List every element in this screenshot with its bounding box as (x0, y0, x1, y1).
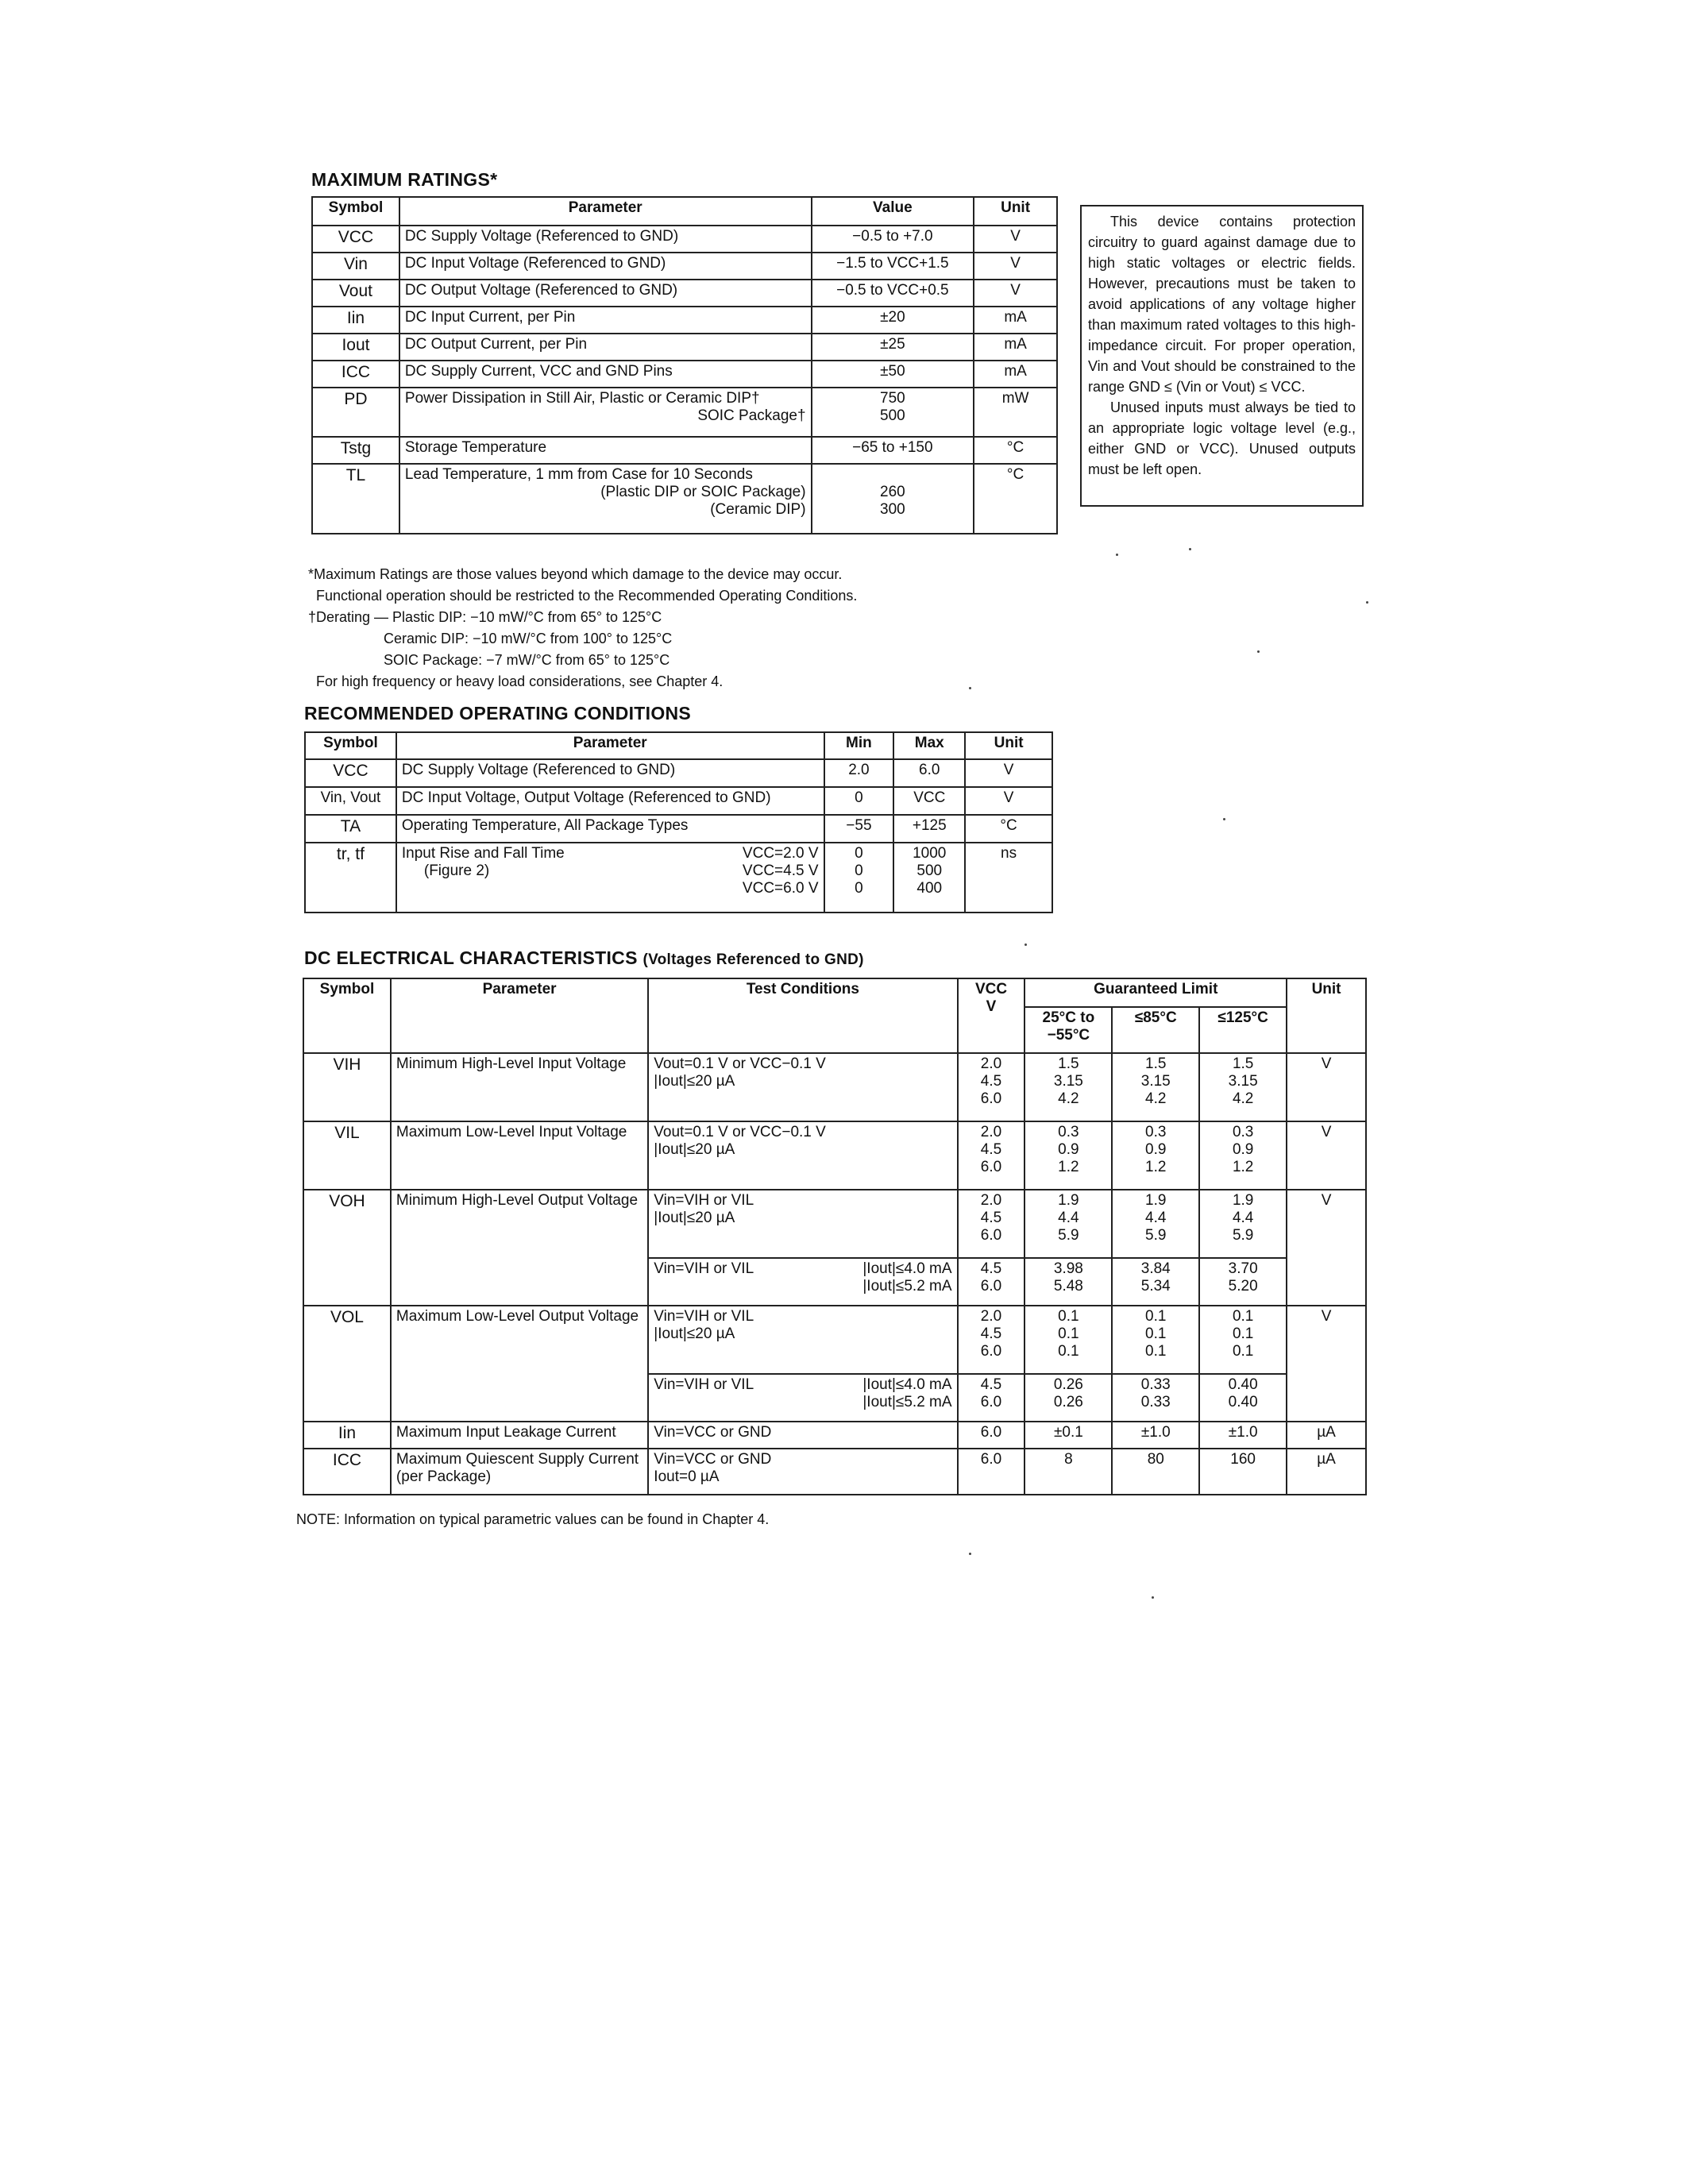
col-header-parameter: Parameter (391, 978, 648, 1053)
scan-speck (1025, 943, 1027, 946)
col-header-symbol: Symbol (305, 732, 396, 759)
table-row: VOL Maximum Low-Level Output Voltage Vin=VIH or VIL |Iout|≤20 µA 2.0 4.5 6.0 0.1 0.1 0.1 0.1 0.1 0.1 0.1 0.1 0.1 V (303, 1306, 1366, 1374)
col-header-test-conditions: Test Conditions (648, 978, 957, 1053)
dc-table (303, 978, 1367, 1495)
col-header-value: Value (812, 197, 974, 226)
col-header-max: Max (893, 732, 965, 759)
table-row: VIL Maximum Low-Level Input Voltage Vout=0.1 V or VCC−0.1 V |Iout|≤20 µA 2.0 4.5 6.0 0.3 0.9 1.2 0.3 0.9 1.2 0.3 0.9 1.2 V (303, 1121, 1366, 1190)
col-header-unit: Unit (1287, 978, 1366, 1053)
scan-speck (969, 687, 971, 689)
protection-note-para2: Unused inputs must always be tied to an appropriate logic voltage level (e.g., either GND or VCC). Unused outputs must be left open. (1088, 399, 1356, 477)
table-row: Iin DC Input Current, per Pin ±20 mA (312, 307, 1057, 334)
table-row: tr, tf Input Rise and Fall Time (Figure 2) VCC=2.0 V VCC=4.5 V VCC=6.0 V 0 0 0 1000 500 400 ns (305, 843, 1052, 913)
col-header-unit: Unit (974, 197, 1057, 226)
table-row: Vin, Vout DC Input Voltage, Output Voltage (Referenced to GND) 0 VCC V (305, 787, 1052, 815)
col-header-guaranteed-limit: Guaranteed Limit (1025, 978, 1287, 1007)
table-row: VOH Minimum High-Level Output Voltage Vin=VIH or VIL |Iout|≤20 µA 2.0 4.5 6.0 1.9 4.4 5.9 1.9 4.4 5.9 1.9 4.4 5.9 V (303, 1190, 1366, 1258)
table-row: VCC DC Supply Voltage (Referenced to GND) 2.0 6.0 V (305, 759, 1052, 787)
col-header-temp-85: ≤85°C (1112, 1007, 1199, 1053)
rec-op-table (304, 731, 1053, 913)
col-header-parameter: Parameter (399, 197, 812, 226)
table-row: PD Power Dissipation in Still Air, Plastic or Ceramic DIP† SOIC Package† 750 500 mW (312, 388, 1057, 437)
table-row: Iin Maximum Input Leakage Current Vin=VCC or GND 6.0 ±0.1 ±1.0 ±1.0 µA (303, 1422, 1366, 1449)
col-header-vcc: VCC V (958, 978, 1025, 1053)
table-row: VIH Minimum High-Level Input Voltage Vout=0.1 V or VCC−0.1 V |Iout|≤20 µA 2.0 4.5 6.0 1.5 3.15 4.2 1.5 3.15 4.2 1.5 3.15 4.2 V (303, 1053, 1366, 1121)
col-header-temp-125: ≤125°C (1199, 1007, 1287, 1053)
table-row: VCC DC Supply Voltage (Referenced to GND) −0.5 to +7.0 V (312, 226, 1057, 253)
table-row: Vin=VIH or VIL |Iout|≤4.0 mA |Iout|≤5.2 mA 4.5 6.0 0.26 0.26 0.33 0.33 0.40 0.40 (303, 1374, 1366, 1422)
rec-op-title: RECOMMENDED OPERATING CONDITIONS (304, 703, 692, 723)
table-row: Vout DC Output Voltage (Referenced to GND) −0.5 to VCC+0.5 V (312, 280, 1057, 307)
scan-speck (1152, 1596, 1154, 1599)
scan-speck (969, 1553, 971, 1555)
col-header-symbol: Symbol (303, 978, 391, 1053)
scan-speck (1189, 548, 1191, 550)
scan-speck (1223, 818, 1225, 820)
col-header-parameter: Parameter (396, 732, 824, 759)
dc-note: NOTE: Information on typical parametric values can be found in Chapter 4. (296, 1511, 770, 1527)
table-row: Iout DC Output Current, per Pin ±25 mA (312, 334, 1057, 361)
scan-speck (1257, 650, 1260, 653)
col-header-min: Min (824, 732, 894, 759)
max-ratings-title: MAXIMUM RATINGS* (311, 169, 498, 190)
table-row: Vin=VIH or VIL |Iout|≤4.0 mA |Iout|≤5.2 mA 4.5 6.0 3.98 5.48 3.84 5.34 3.70 5.20 (303, 1258, 1366, 1306)
max-ratings-table (311, 196, 1058, 534)
col-header-unit: Unit (965, 732, 1052, 759)
scan-speck (1116, 554, 1118, 556)
protection-note-box (1080, 205, 1364, 507)
scan-speck (1366, 601, 1368, 604)
table-row: TL Lead Temperature, 1 mm from Case for 10 Seconds (Plastic DIP or SOIC Package) (Ceramic DIP) 260 300 °C (312, 464, 1057, 534)
table-row: ICC Maximum Quiescent Supply Current (per Package) Vin=VCC or GND Iout=0 µA 6.0 8 80 160 µA (303, 1449, 1366, 1495)
dc-title: DC ELECTRICAL CHARACTERISTICS (Voltages Referenced to GND) (304, 947, 864, 968)
col-header-temp-25: 25°C to −55°C (1025, 1007, 1112, 1053)
max-ratings-footnotes: *Maximum Ratings are those values beyond which damage to the device may occur. Functional operation should be restricted to the Recommended Operating Conditions. †Derating — Plastic DIP: −10 mW/°C from 65° to 125°C Ceramic DIP: −10 mW/°C from 100° to 125°C SOIC Package: −7 mW/°C from 65° to 125°C For high frequency or heavy load considerations, see Chapter 4. (308, 566, 858, 689)
table-row: Tstg Storage Temperature −65 to +150 °C (312, 437, 1057, 464)
table-row: Vin DC Input Voltage (Referenced to GND) −1.5 to VCC+1.5 V (312, 253, 1057, 280)
protection-note-para1: This device contains protection circuitry to guard against damage due to high static voltages or electric fields. However, precautions must be taken to avoid applications of any voltage higher than maximum rated voltages to this high-impedance circuit. For proper operation, Vin and Vout should be constrained to the range GND ≤ (Vin or Vout) ≤ VCC. (1088, 214, 1356, 395)
table-row: TA Operating Temperature, All Package Types −55 +125 °C (305, 815, 1052, 843)
table-row: ICC DC Supply Current, VCC and GND Pins ±50 mA (312, 361, 1057, 388)
col-header-symbol: Symbol (312, 197, 399, 226)
